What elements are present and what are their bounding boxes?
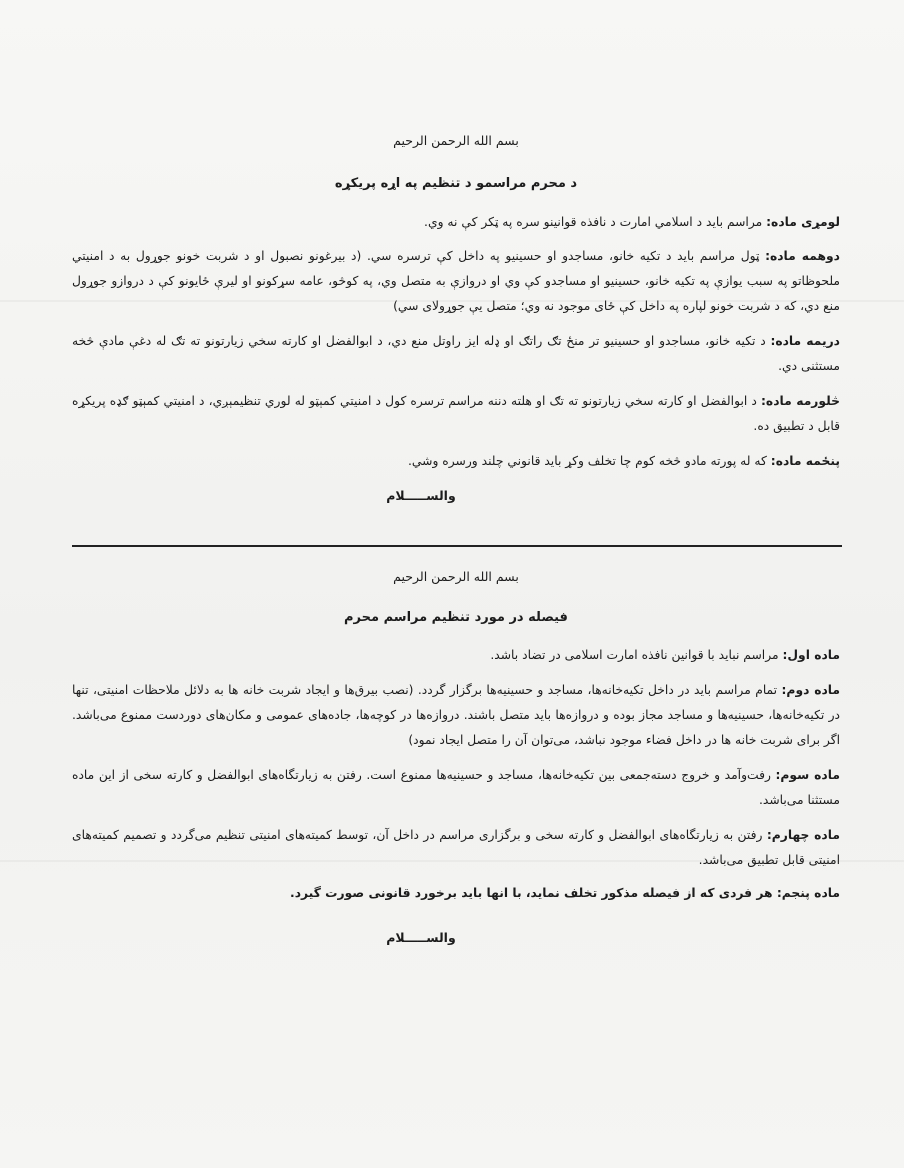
article-label: ماده دوم:	[781, 683, 840, 697]
dari-article-2	[72, 678, 840, 753]
article-text: رفتن به زیارتگاه‌های ابوالفضل و کارته سخی و برگزاری مراسم در داخل آن، توسط کمیته‌های امنیتی تنظیم می‌گردد و تصمیم کمیته‌های امنیتی قابل تطبیق می‌باشد.	[72, 828, 840, 867]
article-text: د تکیه خانو، مساجدو او حسینیو تر منځ تګ راتګ او ډله ایز راوتل منع دي، د ابوالفضل او کارته سخي زیارتونو ته تګ له دغې مادې څخه مستثنی دي.	[72, 334, 840, 373]
pashto-basmala: بسم الله الرحمن الرحیم	[393, 133, 519, 148]
pashto-article-2	[72, 244, 840, 319]
article-label: ماده چهارم:	[766, 828, 840, 842]
dari-article-1	[72, 643, 840, 668]
article-text: تمام مراسم باید در داخل تکیه‌خانه‌ها، مساجد و حسینیه‌ها برگزار گردد. (نصب بیرق‌ها و ایجاد شربت خانه ها به دلائل ملاحظات امنیتی، تنها در تکیه‌خانه‌ها، حسینیه‌ها و مساجد مجاز بوده و دروازه‌ها باید متصل باشند. دروازه‌ها در کوچه‌ها، جاده‌های عمومی و مکان‌های دوردست ممنوع می‌باشد. اگر برای شربت خانه ها در داخل فضاء موجود نباشد، می‌توان آن را متصل ایجاد نمود)	[72, 683, 840, 747]
article-label: لومړی ماده:	[766, 215, 840, 229]
pashto-article-5	[72, 449, 840, 474]
dari-article-5	[72, 881, 840, 906]
dari-section	[72, 567, 840, 948]
dari-closing: والســـــلام	[386, 930, 456, 945]
dari-article-3	[72, 763, 840, 813]
pashto-title: د محرم مراسمو د تنظیم په اړه پریکړه	[334, 176, 578, 191]
pashto-closing: والســـــلام	[386, 488, 456, 503]
article-text: رفت‌وآمد و خروج دسته‌جمعی بین تکیه‌خانه‌ها، مساجد و حسینیه‌ها ممنوع است. رفتن به زیارتگاه‌های ابوالفضل و کارته سخی از این ماده مستثنا می‌باشد.	[72, 768, 840, 807]
article-label: دریمه ماده:	[770, 334, 840, 348]
article-text: مراسم باید د اسلامي امارت د نافذه قوانینو سره په ټکر کې نه وي.	[424, 215, 767, 229]
article-text: که له پورته مادو څخه کوم چا تخلف وکړ باید قانوني چلند ورسره وشي.	[408, 454, 771, 468]
pashto-article-1	[72, 210, 840, 235]
article-text: ټول مراسم باید د تکیه خانو، مساجدو او حسینیو په داخل کې ترسره سي. (د بیرغونو نصبول او د شربت خونو جوړول به د امنیتي ملحوظاتو په سبب یوازې په تکیه خانو، حسینیو او مساجدو کې وي او دروازې به متصل وي، په کوڅو، عامه سړکونو او لیرې ځایونو کې د دروازو جوړول منع دي، که د شربت خونو لپاره په داخل کې ځای موجود نه وي؛ متصل یې جوړولای سي)	[72, 249, 840, 313]
dari-title: فیصله در مورد تنظیم مراسم محرم	[344, 610, 568, 625]
article-label: ماده سوم:	[775, 768, 840, 782]
article-text: مراسم نباید با قوانین نافذه امارت اسلامی در تضاد باشد.	[490, 648, 783, 662]
section-divider	[72, 545, 842, 547]
article-label: څلورمه ماده:	[761, 394, 840, 408]
dari-basmala: بسم الله الرحمن الرحیم	[393, 569, 519, 584]
pashto-article-3	[72, 329, 840, 379]
article-text: د ابوالفضل او کارته سخي زیارتونو ته تګ او هلته دننه مراسم ترسره کول د امنیتي کمېټو له لوري تنظیمېږي، د امنیتي کمېټو ګډه پریکړه قابل د تطبیق ده.	[72, 394, 840, 433]
dari-article-4	[72, 823, 840, 873]
article-label: پنځمه ماده:	[770, 454, 840, 468]
pashto-section	[72, 131, 840, 506]
article-label: ماده پنجم:	[776, 886, 840, 900]
article-text: هر فردی که از فیصله مذکور تخلف نماید، با انها باید برخورد قانونی صورت گیرد.	[290, 886, 777, 900]
article-label: ماده اول:	[782, 648, 840, 662]
article-label: دوهمه ماده:	[765, 249, 840, 263]
pashto-article-4	[72, 389, 840, 439]
